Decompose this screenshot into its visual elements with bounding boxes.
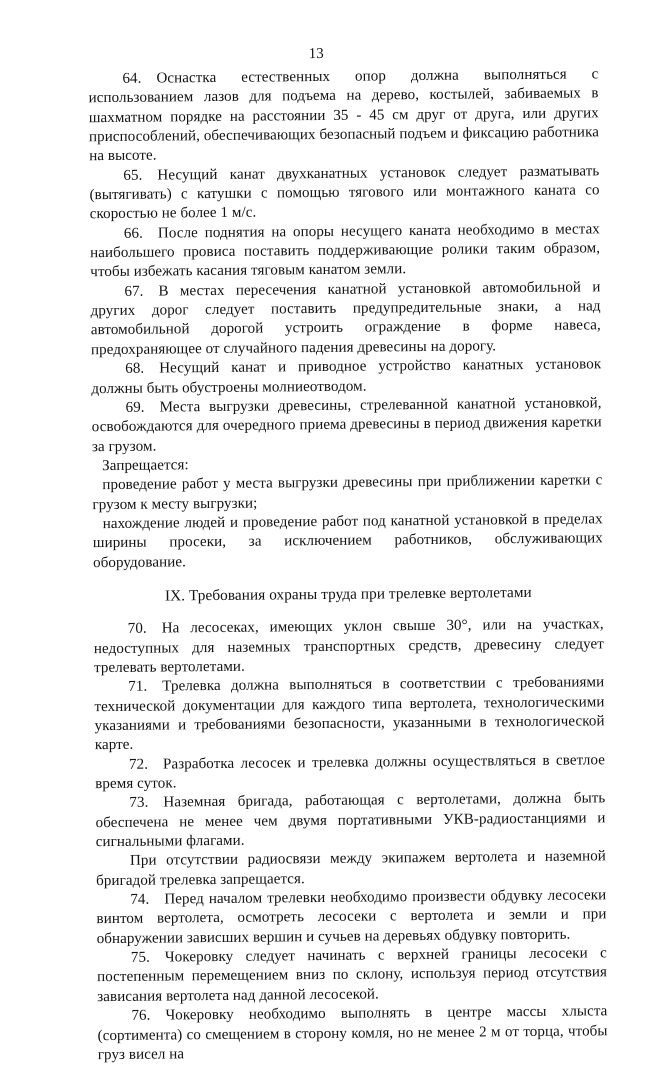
paragraph-text: После поднятия на опоры несущего каната необходимо в местах наибольшего провиса поставить поддерживающие ролики таким образом, чтобы избежать касания тяговым канатом земли. — [90, 221, 601, 281]
prohibited-label: Запрещается: — [102, 457, 189, 474]
paragraph-text: Несущий канат двухканатных установок следует разматывать (вытягивать) с катушки с помощью тягового или монтажного каната со скоростью не более 1 м/с. — [89, 163, 600, 223]
paragraph-number: 71. — [128, 678, 148, 696]
paragraph-66 — [90, 220, 601, 283]
paragraph-text: Чокеровку следует начинать с верхней границы лесосеки с постепенным перемещением вниз по склону, используя период отсутствия зависания вертолета над данной лесосекой. — [96, 945, 608, 1005]
document-body — [88, 65, 608, 1065]
paragraph-text: Чокеровку необходимо выполнять в центре массы хлыста (сортимента) со смещением в сторону комля, но не менее 2 м от торца, чтобы груз висел на — [97, 1003, 608, 1064]
paragraph-number: 73. — [129, 795, 149, 812]
paragraph-number: 70. — [127, 620, 147, 638]
paragraph-number: 69. — [125, 399, 145, 416]
paragraph-number: 68. — [125, 360, 145, 378]
paragraph-69 — [91, 394, 602, 457]
section-heading: IX. Требования охраны труда при трелевке вертолетами — [164, 583, 532, 605]
paragraph-number: 76. — [131, 1007, 151, 1024]
paragraph-76 — [97, 1002, 608, 1065]
paragraph-number: 66. — [123, 225, 144, 242]
paragraph-text: Места выгрузки древесины, стрелеванной канатной установкой, освобождаются для очередного приема древесины в период движения каретки за грузом. — [91, 395, 602, 455]
paragraph-68 — [91, 355, 601, 399]
paragraph-70 — [94, 616, 605, 679]
prohibited-item: нахождение людей и проведение работ под канатной установкой в пределах ширины просеки, за исключением работников, обслуживающих оборудование. — [92, 511, 603, 571]
paragraph-text: Несущий канат и приводное устройство канатных установок должны быть обустроены молниеотводом. — [91, 356, 602, 397]
paragraph-text: Наземная бригада, работающая с вертолетами, должна быть обеспечена не менее чем двумя портативными УКВ-радиостанциями и сигнальными флагами. — [95, 790, 606, 851]
paragraph-65 — [89, 162, 600, 225]
paragraph-71 — [94, 674, 605, 756]
paragraph-75 — [97, 944, 608, 1007]
paragraph-text: На лесосеках, имеющих уклон свыше 30°, или на участках, недоступных для наземных транспортных средств, древесину следует трелевать вертолетами. — [93, 616, 604, 677]
paragraph-text: Оснастка естественных опор должна выполняться с использованием лазов для подъема на дерево, костылей, забиваемых в шахматном порядке на расстоянии 35 - 45 см друг от друга, или других приспособлений, обеспечивающих безопасный подъем и фиксацию работника на высоте. — [88, 66, 600, 165]
paragraph-number: 72. — [128, 756, 149, 773]
paragraph-text: Перед началом трелевки необходимо произвести обдувку лесосеки винтом вертолета, осмотреть лесосеки с вертолета и земли и при обнаружении зависших вершин и сучьев на деревьях обдувку повторить. — [96, 887, 607, 947]
paragraph-number: 67. — [124, 283, 144, 300]
paragraph-73 — [95, 790, 606, 853]
paragraph-64 — [88, 65, 599, 167]
paragraph-number: 64. — [122, 70, 142, 87]
paragraph-73-note — [96, 848, 606, 892]
paragraph-number: 65. — [123, 167, 143, 184]
page-number: 13 — [308, 45, 324, 63]
paragraph-text: При отсутствии радиосвязи между экипажем вертолета и наземной бригадой трелевка запрещается. — [96, 848, 606, 889]
paragraph-text: Трелевка должна выполняться в соответствии с требованиями технической документации для каждого типа вертолета, технологическими указаниями и требованиями безопасности, указанными в технологической карте. — [94, 674, 605, 754]
paragraph-text: Разработка лесосек и трелевка должны осуществляться в светлое время суток. — [95, 751, 606, 793]
paragraph-72 — [95, 751, 605, 795]
prohibited-item: проведение работ у места выгрузки древесины при приближении каретки с грузом к месту выгрузки; — [92, 472, 603, 513]
paragraph-74 — [96, 886, 607, 949]
paragraph-number: 74. — [130, 891, 150, 908]
paragraph-text: В местах пересечения канатной установкой автомобильной и других дорог следует поставить предупредительные знаки, а над автомобильной дорогой устроить ограждение в форме навеса, предохраняющее от случайного падения древесины на дорогу. — [90, 279, 601, 359]
paragraph-number: 75. — [130, 949, 150, 966]
paragraph-67 — [90, 278, 601, 360]
